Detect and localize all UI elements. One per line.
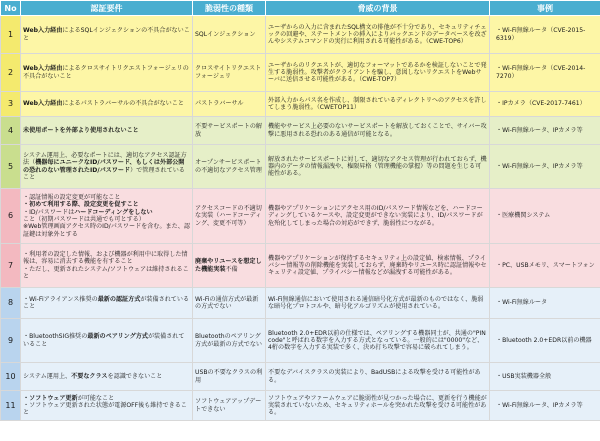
requirement-cell: [21, 391, 193, 421]
example-cell: ・IPカメラ（CVE-2017-7461）: [490, 92, 600, 117]
requirement-cell: [21, 54, 193, 92]
vulnerability-cell: ソフトウェアアップデートできない: [193, 391, 266, 421]
requirement-text: ・利用者の設定した情報、および機器が利用中に取得した情報は、容易に消去する機能を有すること: [23, 250, 188, 266]
requirement-text: ・ソフトウェア更新された状態が電源OFF後も維持できること: [23, 401, 187, 417]
requirement-text: ・BluetoothSIG推奨の: [23, 333, 88, 341]
example-cell: ・Wi-Fi無線ルータ、IPカメラ等: [490, 145, 600, 189]
requirement-bold: ハードコーディングをしない: [74, 208, 153, 216]
requirement-cell: [21, 189, 193, 244]
row-number: 9: [1, 319, 21, 363]
requirement-text: ）で管理されていること: [23, 166, 185, 181]
row-number: 8: [1, 288, 21, 319]
vulnerability-cell: SQLインジェクション: [193, 16, 266, 54]
example-cell: ・Bluetooth 2.0+EDR以前の機器: [490, 319, 600, 363]
threat-cell: ユーザからのリクエストが、適切なフォーマットであるかを検証しないことで発生する脆弱性。攻撃者がクライアントを騙し、意図しないリクエストをWebサーバに送信させる可能性がある。（CWE-TOP7）: [266, 54, 490, 92]
requirement-cell: [21, 288, 193, 319]
requirement-bold: 最新のペアリング方式: [87, 333, 148, 341]
vulnerability-cell: クロスサイトリクエストフォージェリ: [193, 54, 266, 92]
vulnerability-cell: USBの不要なクラスの利用: [193, 363, 266, 391]
requirement-bold: 未使用ポートを外部より使用されないこと: [23, 126, 139, 134]
requirement-cell: [21, 92, 193, 117]
header-example: 事例: [490, 1, 600, 16]
requirement-cell: [21, 145, 193, 189]
row-number: 2: [1, 54, 21, 92]
row-number: 10: [1, 363, 21, 391]
requirement-text: ・ただし、更新されたシステム/ソフトウェアは維持されること: [23, 265, 189, 280]
row-number: 6: [1, 189, 21, 244]
threat-cell: 機能やサービス上必要のないサービスポートを解放しておくことで、サイバー攻撃に悪用される恐れのある通信が可能となる。: [266, 117, 490, 145]
requirement-cell: [21, 363, 193, 391]
vulnerability-cell: 不要サービスポートの解放: [193, 117, 266, 145]
vulnerability-text: 不備: [225, 265, 238, 273]
threat-cell: 機器やアプリケーションが保持するセキュリティ上の設定値、検索情報、プライバシー情報等の削除機能を実装しておらず、廃棄時やリユース時に認証情報やセキュリティ設定値、プライバシー情報などが漏洩する可能性がある。: [266, 244, 490, 288]
threat-cell: 解放されたサービスポートに対して、適切なアクセス管理が行われておらず、機器内のデータの情報漏洩や、権限昇格（管理機能の掌握）等の問題を生じる可能性がある。: [266, 145, 490, 189]
requirement-bold: Web入力経由: [23, 27, 63, 35]
table-row: [1, 319, 600, 363]
requirement-bold: 最新の認証方式: [97, 295, 141, 303]
requirement-text: ・ID/パスワードは: [23, 208, 75, 216]
threat-cell: ユーザからの入力に含まれたSQL構文の排他が不十分であり、セキュリティチェックの回避や、ステートメントの挿入によりバックエンドのデータベースを改ざんやシステムコマンドの実行に利用される可能性がある。（CWE-TOP6）: [266, 16, 490, 54]
vulnerability-cell: オープンサービスポートの不適切なアクセス管理: [193, 145, 266, 189]
requirement-text: を認識できないこと: [107, 372, 163, 380]
example-cell: ・USB実装機器全般: [490, 363, 600, 391]
header-requirement: 認証要件: [21, 1, 193, 16]
threat-cell: 不要なデバイスクラスの実装により、BadUSBによる攻撃を受ける可能性がある。: [266, 363, 490, 391]
requirement-text: が装備されていること: [23, 295, 190, 310]
requirement-text: ・認証情報の設定変更が可能なこと: [23, 194, 121, 202]
threat-cell: ソフトウェアやファームウェアに脆弱性が見つかった場合に、更新を行う機能が実装されていないため、セキュリティホールを突かれた攻撃を受ける可能性がある。: [266, 391, 490, 421]
vulnerability-cell: [193, 244, 266, 288]
example-cell: ・PC、USBメモリ、スマートフォン: [490, 244, 600, 288]
example-cell: ・Wi-Fi無線ルータ、IPカメラ等: [490, 117, 600, 145]
threat-cell: Wi-Fi無線通信において使用される通信暗号化方式が最新のものではなく、脆弱な暗号化プロトコルや、暗号化アルゴリズムが使用されている。: [266, 288, 490, 319]
requirement-cell: [21, 117, 193, 145]
requirement-bold: ・初めて利用する際、設定変更を促すこと: [23, 201, 139, 209]
table-row: [1, 16, 600, 54]
table-row: [1, 288, 600, 319]
threat-cell: 機器やアプリケーションにアクセス用のID/パスワード情報などを、ハードコーディングしているケースや、設定変更ができない実装により、ID/パスワードが危殆化してしまった場合の対応ができず、脆弱性につながる。: [266, 189, 490, 244]
vulnerability-bold: 廃棄やリユースを想定した機能実装: [195, 258, 262, 273]
requirement-text: によるSQLインジェクションの不具合がないこと: [23, 27, 190, 42]
example-cell: ・Wi-Fi無線ルータ: [490, 288, 600, 319]
table-row: [1, 363, 600, 391]
table-row: [1, 244, 600, 288]
row-number: 11: [1, 391, 21, 421]
requirement-cell: [21, 244, 193, 288]
requirement-text: ・Wi-Fiアライアンス推奨の: [23, 295, 98, 303]
table-row: [1, 54, 600, 92]
requirement-text: によるクロスサイトリクエストフォージェリの不具合がないこと: [23, 65, 189, 80]
requirement-text: システム運用上、必要なポートには、適切なアクセス認証方法（: [23, 151, 187, 167]
threat-cell: Bluetooth 2.0+EDR以前の仕様では、ペアリングする機器同士が、共通の"PIN code"と呼ばれる数字を入力する方式となっている。一般的には"0000"など、4桁の数字を入力する実装で多く、決め打ち攻撃で容易に破られてしまう。: [266, 319, 490, 363]
row-number: 1: [1, 16, 21, 54]
requirement-bold: 機器毎にユニークなID/パスワード、もしくは外部公開の恐れのない管理されたID/パスワード: [23, 159, 185, 174]
table-header-row: [1, 1, 600, 16]
header-vulnerability: 脆弱性の種類: [193, 1, 266, 16]
example-cell: ・Wi-Fi無線ルータ（CVE-2014-7270）: [490, 54, 600, 92]
table-row: [1, 117, 600, 145]
row-number: 4: [1, 117, 21, 145]
requirement-text: こと（初期パスワードは共通でも可とする）: [23, 216, 145, 223]
vulnerability-cell: アクセスコードの不適切な実装（ハードコーディング、変更不可等）: [193, 189, 266, 244]
requirement-note: ※Web管理画面アクセス時のID/パスワードを含む。また、認証鍵は対象外とする: [23, 223, 190, 238]
row-number: 3: [1, 92, 21, 117]
row-number: 7: [1, 244, 21, 288]
requirement-bold: ・ソフトウェア更新: [23, 394, 78, 402]
vulnerability-cell: Bluetoothのペアリング方式が最新の方式でない: [193, 319, 266, 363]
requirement-bold: Web入力経由: [23, 100, 63, 108]
requirement-text: が可能なこと: [77, 394, 115, 402]
header-no: No: [1, 1, 21, 16]
table-row: [1, 391, 600, 421]
table-row: [1, 189, 600, 244]
example-cell: ・Wi-Fi無線ルータ（CVE-2015-6319）: [490, 16, 600, 54]
requirement-cell: [21, 319, 193, 363]
row-number: 5: [1, 145, 21, 189]
requirement-text: によるパストラバーサルの不具合がないこと: [62, 100, 184, 108]
header-threat-background: 脅威の背景: [266, 1, 490, 16]
vulnerability-cell: Wi-Fiの通信方式が最新の方式でない: [193, 288, 266, 319]
example-cell: ・Wi-Fi無線ルータ、IPカメラ等: [490, 391, 600, 421]
table-row: [1, 145, 600, 189]
example-cell: ・医療機関システム: [490, 189, 600, 244]
requirement-cell: [21, 16, 193, 54]
requirement-text: システム運用上、: [23, 372, 72, 380]
threat-cell: 外部入力からパス名を作成し、制限されているディレクトリへのアクセスを許してしまう脆弱性。（CWETOP11）: [266, 92, 490, 117]
requirement-bold: 不要なクラス: [71, 372, 108, 380]
table-row: [1, 92, 600, 117]
vulnerability-cell: パストラバーサル: [193, 92, 266, 117]
requirement-bold: Web入力経由: [23, 65, 63, 73]
requirement-text: が装備されていること: [23, 333, 185, 348]
